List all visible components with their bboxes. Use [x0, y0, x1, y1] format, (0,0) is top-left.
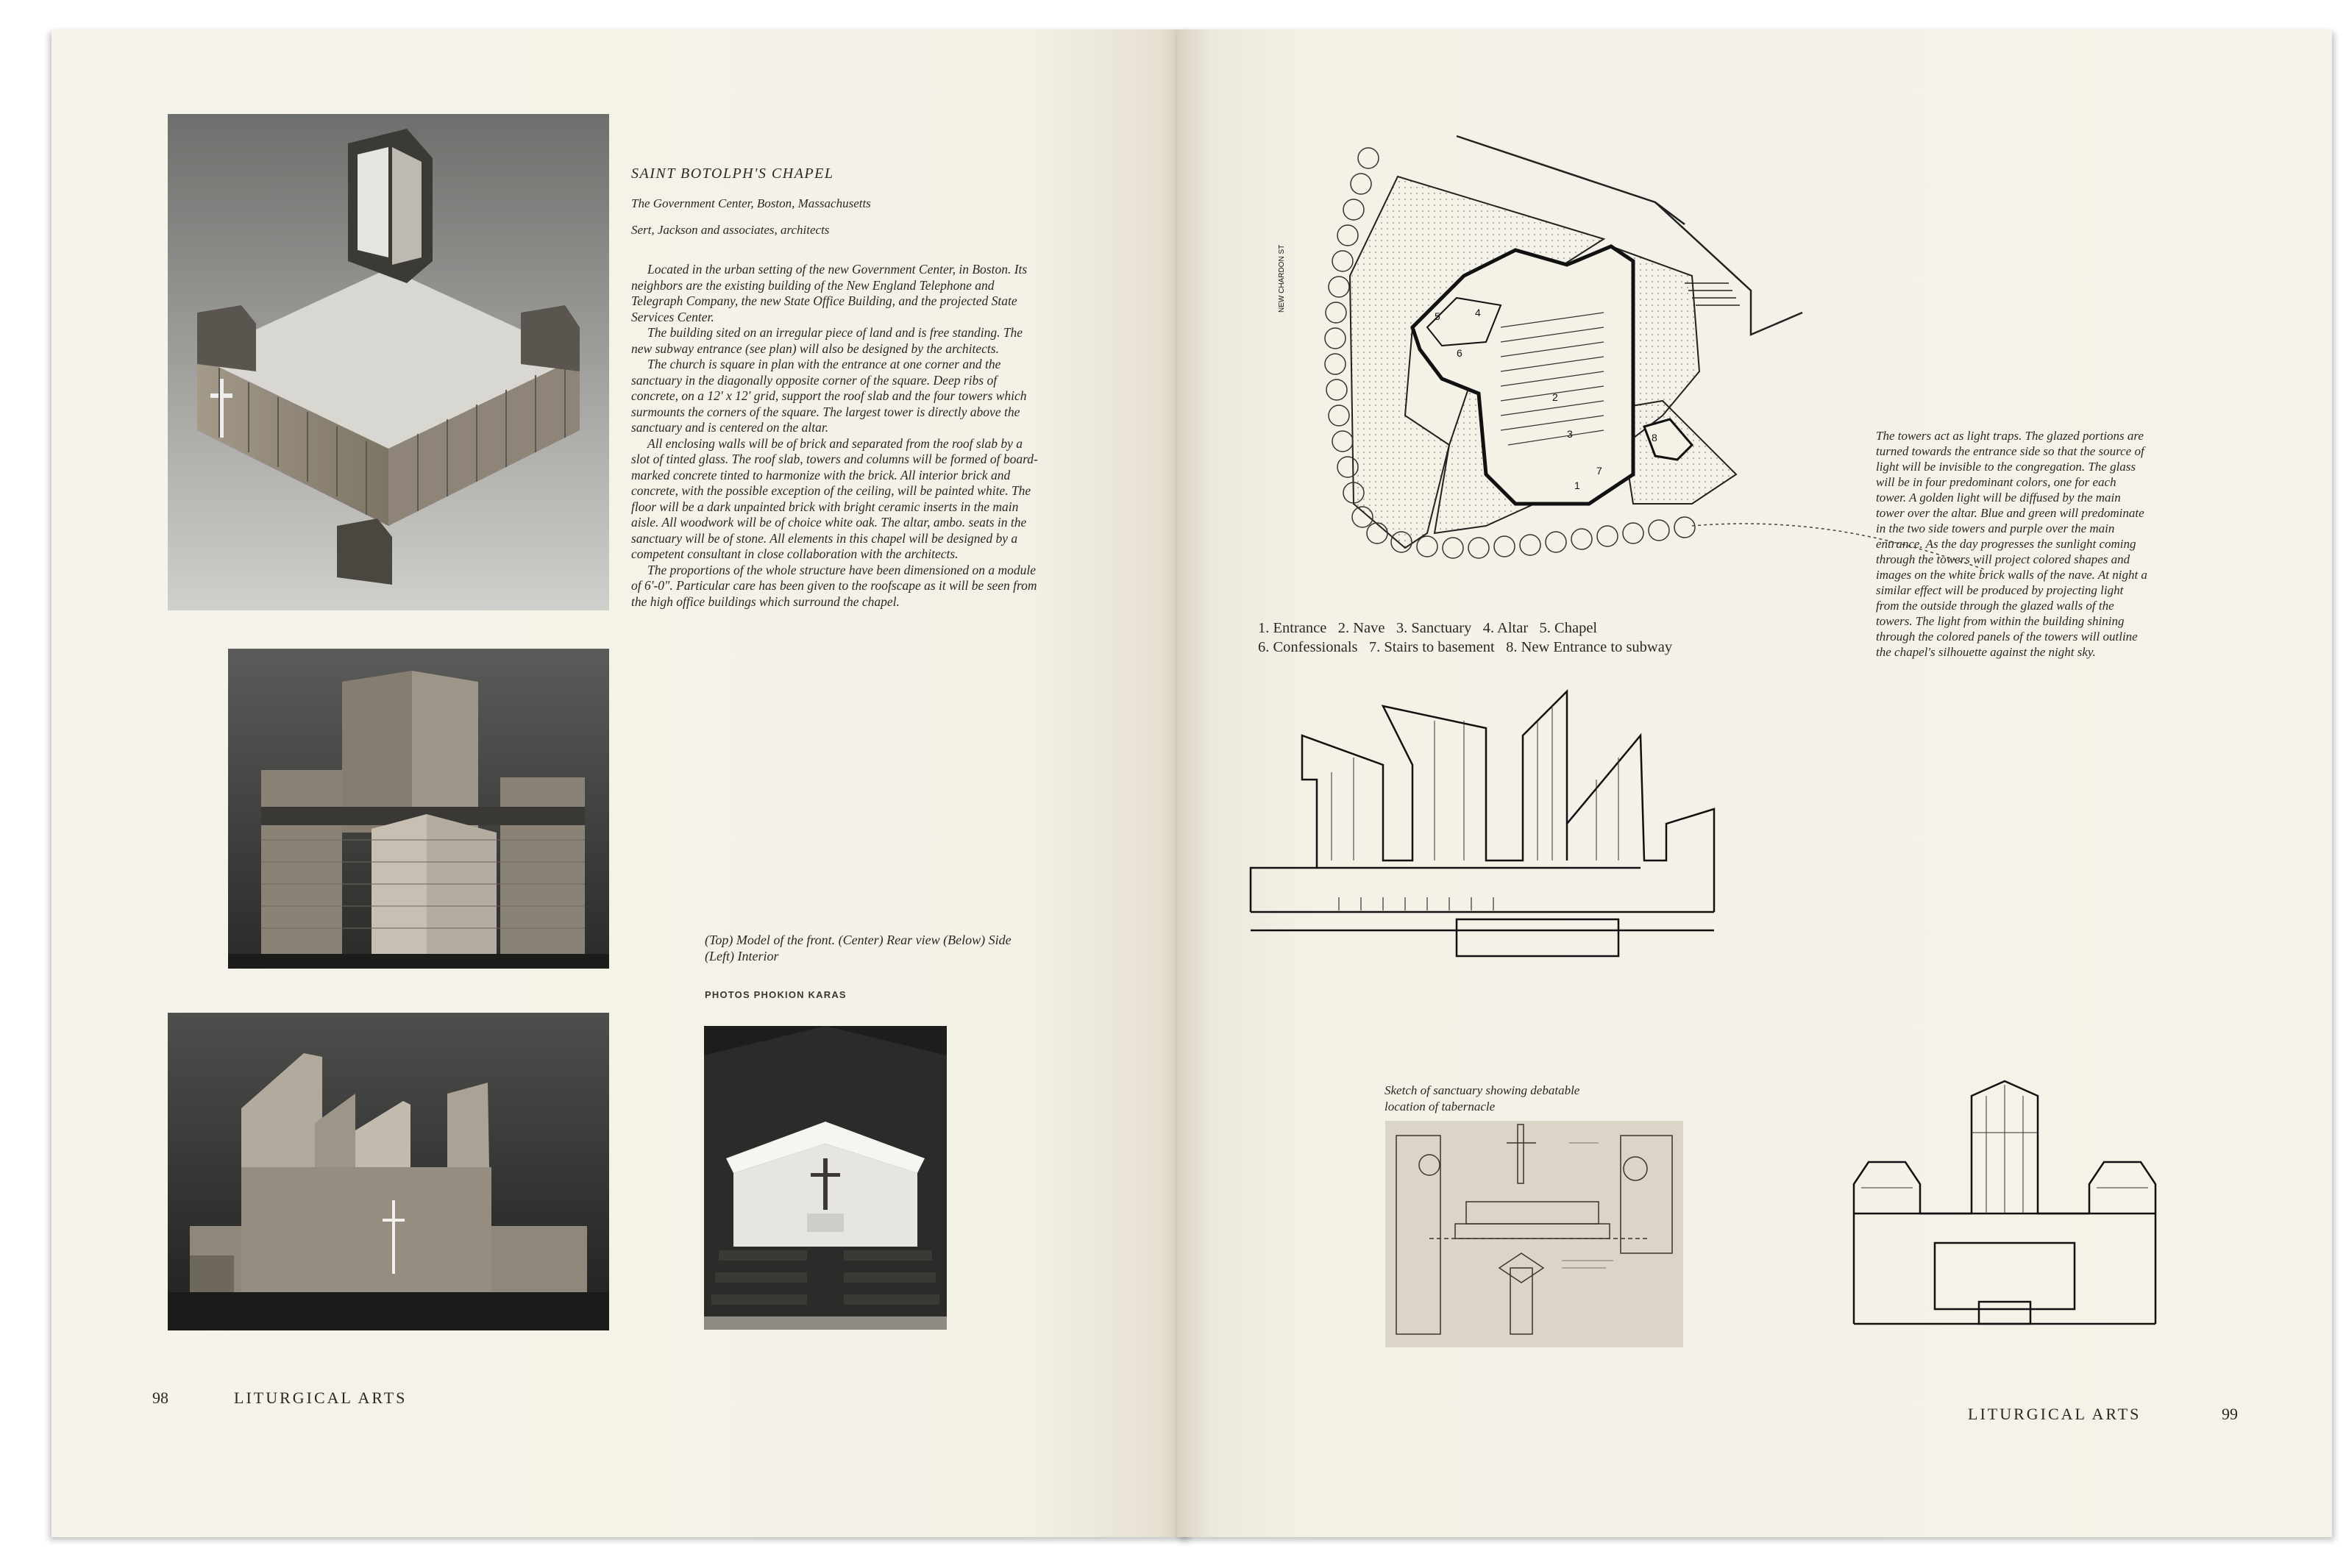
plan-label: 1 [1574, 480, 1580, 491]
right-page [1177, 29, 2332, 1537]
tower-note: The towers act as light traps. The glazed portions are turned towards the entrance side so that the source of light will be invisible to the congregation. The glass will be in four predominant colors, one for each tower. A golden light will be diffused by the main tower over the altar. Blue and green will predominate in the two side towers and purple over the main entrance. As the day progresses the sunlight coming through the towers will project colored shapes and images on the white brick walls of the nave. At night a similar effect will be produced by projecting light from the outside through the glazed walls of the towers. The light from within the building shining through the colored panels of the towers will outline the chapel's silhouette against the night sky. [1876, 429, 2147, 659]
plan-label: 7 [1596, 465, 1602, 477]
chapel-title: SAINT BOTOLPH'S CHAPEL [631, 165, 834, 182]
transverse-section-drawing [1846, 1066, 2163, 1353]
body-paragraph: Located in the urban setting of the new Government Center, in Boston. Its neighbors are the existing building of the New England Telephone and Telegraph Company, the new State Office Building, and the projected State Services Center. [631, 262, 1028, 324]
longitudinal-section-drawing [1243, 677, 1773, 1044]
plan-label: 4 [1475, 307, 1481, 318]
sketch-caption-line1: Sketch of sanctuary showing debatable [1385, 1083, 1580, 1097]
model-side-view-photo [168, 1013, 609, 1330]
folio-title: LITURGICAL ARTS [234, 1389, 408, 1407]
plan-label: 3 [1567, 428, 1573, 440]
folio-number: 98 [152, 1389, 168, 1407]
sketch-caption-line2: location of tabernacle [1385, 1100, 1496, 1113]
location-line: The Government Center, Boston, Massachusetts [631, 196, 871, 210]
plan-label: 8 [1652, 432, 1657, 443]
plan-label: 2 [1552, 391, 1558, 403]
model-rear-view-photo [228, 649, 609, 969]
plan-label: 6 [1457, 347, 1462, 359]
plan-legend-line2: 6. Confessionals 7. Stairs to basement 8. New Entrance to subway [1258, 639, 1673, 655]
interior-photo [704, 1026, 947, 1330]
body-paragraph: The proportions of the whole structure have been dimensioned on a module of 6'-0". Particular care has been given to the roofscape as it will be seen from the high office buildings which surround the chapel. [631, 562, 1037, 609]
body-paragraph: All enclosing walls will be of brick and separated from the roof slab by a slot of tinted glass. The roof slab, towers and columns will be formed of board-marked concrete tinted to harmonize with the brick. All interior brick and concrete, with the possible exception of the ceiling, will be painted white. The floor will be a dark unpainted brick with bright ceramic inserts in the main aisle. All woodwork will be of choice white oak. The altar, ambo. seats in the sanctuary will be of stone. All elements in this chapel will be designed by a competent consultant in close collaboration with the architects. [631, 435, 1038, 561]
folio-number: 99 [2222, 1405, 2238, 1423]
body-paragraph: The building sited on an irregular piece of land and is free standing. The new subway entrance (see plan) will also be designed by the architects. [631, 325, 1023, 356]
architects-line: Sert, Jackson and associates, architects [631, 223, 830, 237]
folio-title: LITURGICAL ARTS [1968, 1405, 2141, 1423]
left-page [51, 29, 1192, 1537]
photo-caption: (Top) Model of the front. (Center) Rear view (Below) Side (Left) Interior [705, 933, 1012, 963]
photo-credit: PHOTOS PHOKION KARAS [705, 989, 847, 1000]
plan-legend-line1: 1. Entrance 2. Nave 3. Sanctuary 4. Altar 5. Chapel [1258, 620, 1598, 636]
street-name: NEW CHARDON ST [1278, 244, 1286, 313]
plan-label: 5 [1435, 310, 1440, 322]
article-body [631, 262, 1043, 610]
model-aerial-photo [168, 114, 609, 610]
body-paragraph: The church is square in plan with the entrance at one corner and the sanctuary in the diagonally opposite corner of the square. Deep ribs of concrete, on a 12' x 12' grid, support the roof slab and the four towers which surmounts the corners of the square. The largest tower is directly above the sanctuary and is centered on the altar. [631, 357, 1027, 435]
sanctuary-sketch [1385, 1121, 1683, 1347]
